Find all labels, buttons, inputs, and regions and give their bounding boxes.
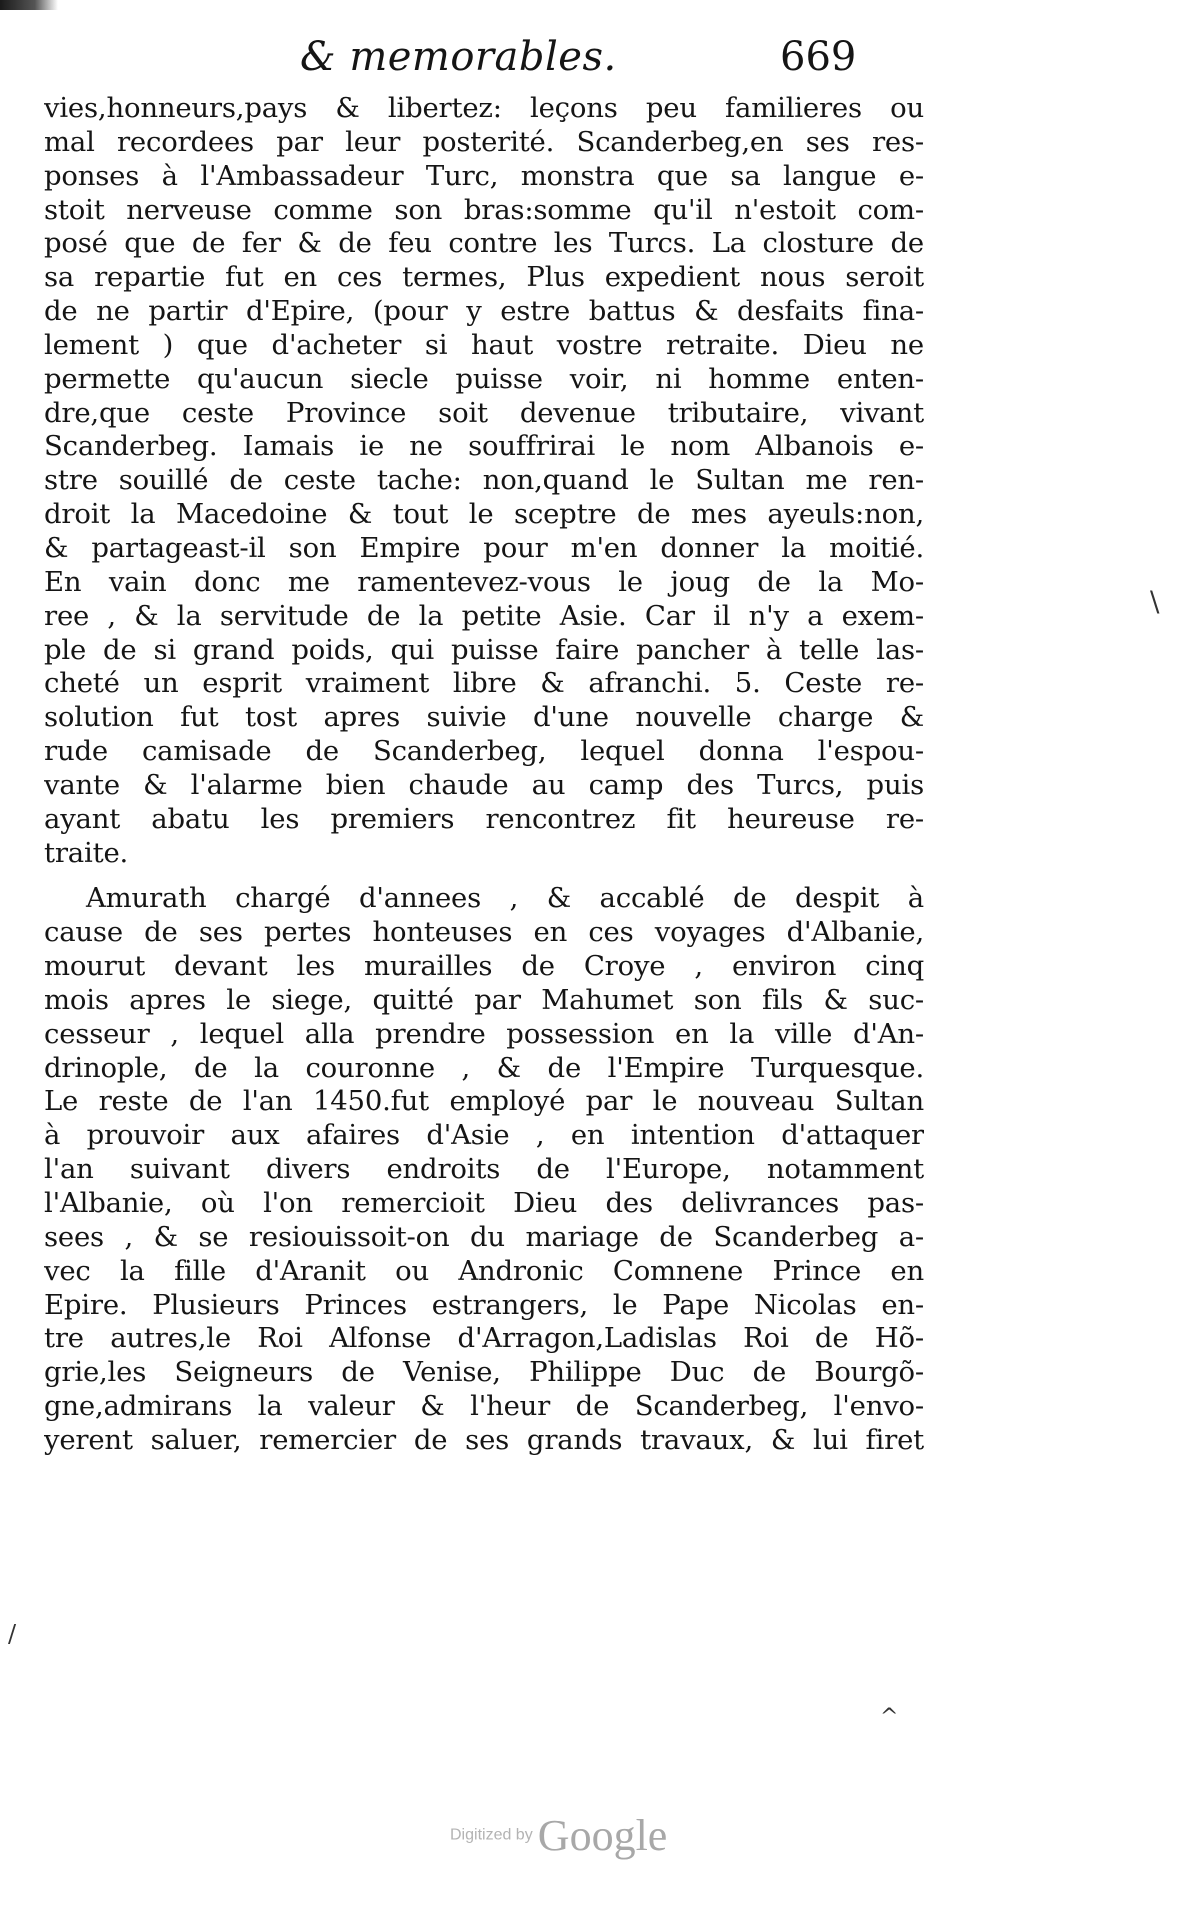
paragraph-2 [44,882,924,1457]
text-line: grie,les Seigneurs de Venise, Philippe Duc de Bourgõ- [44,1356,924,1389]
running-head: & memorables. [300,34,617,80]
text-line: cause de ses pertes honteuses en ces voyages d'Albanie, [44,916,924,949]
text-line: vies,honneurs,pays & libertez: leçons peu familieres ou [44,92,924,124]
text-line: sa repartie fut en ces termes, Plus expedient nous seroit [44,261,924,294]
text-line: En vain donc me ramentevez-vous le joug de la Mo- [44,565,924,598]
text-line: dre,que ceste Province soit devenue tributaire, vivant [44,396,924,429]
body-text [44,92,924,1458]
margin-ink-mark: / [8,1620,17,1648]
margin-ink-mark: \ [1150,585,1160,618]
text-line: mourut devant les murailles de Croye , environ cinq [44,950,924,983]
text-line: Scanderbeg. Iamais ie ne souffrirai le nom Albanois e- [44,430,924,463]
text-line: à prouvoir aux afaires d'Asie , en intention d'attaquer [44,1119,924,1152]
text-line: tre autres,le Roi Alfonse d'Arragon,Ladislas Roi de Hõ- [44,1322,924,1355]
text-line: mois apres le siege, quitté par Mahumet son fils & suc- [44,983,924,1016]
text-line: vec la fille d'Aranit ou Andronic Comnene Prince en [44,1254,924,1287]
text-line: traite. [44,836,129,869]
text-line: cesseur , lequel alla prendre possession en la ville d'An- [44,1017,924,1050]
text-line: posé que de fer & de feu contre les Turcs. La closture de [44,227,924,260]
margin-ink-mark: ^ [880,1705,899,1730]
text-line: ree , & la servitude de la petite Asie. Car il n'y a exem- [44,599,924,632]
text-line: drinople, de la couronne , & de l'Empire Turquesque. [44,1051,924,1084]
text-line: lement ) que d'acheter si haut vostre retraite. Dieu ne [44,328,924,361]
text-line: mal recordees par leur posterité. Scanderbeg,en ses res- [44,125,924,158]
text-line: ple de si grand poids, qui puisse faire pancher à telle las- [44,633,924,666]
text-line: & partageast-il son Empire pour m'en donner la moitié. [44,531,924,564]
text-line: droit la Macedoine & tout le sceptre de mes ayeuls:non, [44,498,924,531]
corner-ink-smudge [0,0,58,10]
text-line: ponses à l'Ambassadeur Turc, monstra que sa langue e- [44,159,924,192]
text-line: cheté un esprit vraiment libre & afranchi. 5. Ceste re- [44,667,924,700]
text-line: Epire. Plusieurs Princes estrangers, le Pape Nicolas en- [44,1288,924,1321]
text-line: stoit nerveuse comme son bras:somme qu'il n'estoit com- [44,193,924,226]
digitized-label: Digitized by [450,1826,533,1844]
paragraph-1 [44,92,924,870]
text-line: stre souillé de ceste tache: non,quand le Sultan me ren- [44,464,924,497]
text-line: ayant abatu les premiers rencontrez fit heureuse re- [44,802,924,835]
page-number: 669 [780,34,857,80]
text-line: solution fut tost apres suivie d'une nouvelle charge & [44,701,924,734]
text-line: Le reste de l'an 1450.fut employé par le nouveau Sultan [44,1085,924,1118]
text-line: rude camisade de Scanderbeg, lequel donna l'espou- [44,735,924,768]
text-line: l'Albanie, où l'on remercioit Dieu des delivrances pas- [44,1187,924,1219]
text-line: de ne partir d'Epire, (pour y estre battus & desfaits fina- [44,295,924,328]
text-line: Amurath chargé d'annees , & accablé de despit à [86,882,924,915]
digitized-by-google-watermark [450,1810,667,1861]
text-line: permette qu'aucun siecle puisse voir, ni homme enten- [44,362,924,395]
google-logo: Google [537,1811,668,1860]
text-line: sees , & se resiouissoit-on du mariage de Scanderbeg a- [44,1220,924,1253]
text-line: yerent saluer, remercier de ses grands travaux, & lui firet [44,1423,924,1456]
paragraph-gap [44,870,924,882]
text-line: gne,admirans la valeur & l'heur de Scanderbeg, l'envo- [44,1390,924,1423]
text-line: l'an suivant divers endroits de l'Europe, notamment [44,1153,924,1186]
text-line: vante & l'alarme bien chaude au camp des Turcs, puis [44,768,924,801]
